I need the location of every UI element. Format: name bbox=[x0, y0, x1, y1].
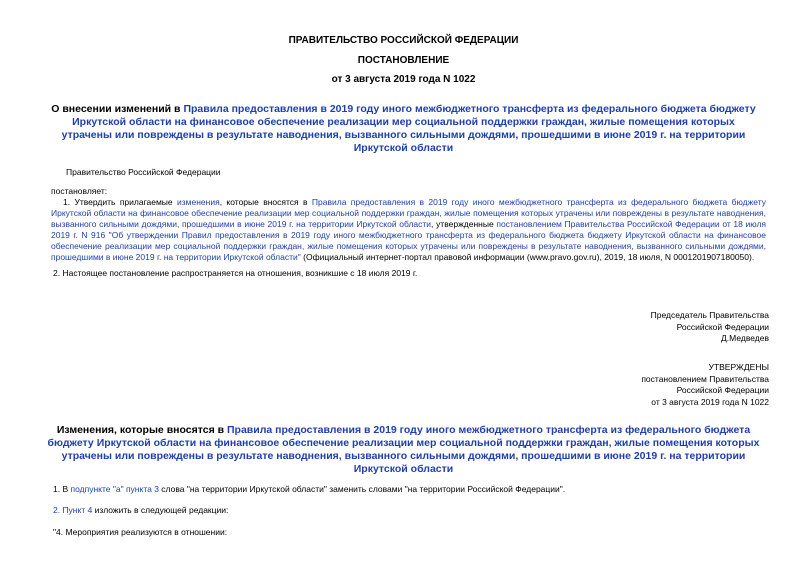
signature-org: Российской Федерации bbox=[676, 321, 769, 332]
p1-link-changes[interactable]: изменения bbox=[177, 197, 220, 207]
changes-title bbox=[38, 424, 769, 476]
org-name: ПРАВИТЕЛЬСТВО РОССИЙСКОЙ ФЕДЕРАЦИИ bbox=[288, 35, 519, 46]
doc-date-number: от 3 августа 2019 года N 1022 bbox=[331, 74, 476, 85]
signature-title: Председатель Правительства bbox=[650, 310, 769, 320]
p1-text-d: (Официальный интернет-портал правовой информации (www.pravo.gov.ru), 2019, 18 июля, N 0001201907180050). bbox=[300, 252, 755, 262]
changes-title-link[interactable]: Правила предоставления в 2019 году иного межбюджетного трансферта из федерального бюджета бюджету Иркутской области на финансовое обеспечение реализации мер социальной поддержки граждан, жилые помещения которых утрачены или повреждены в результате наводнения, вызванного сильными дождями, прошедшими в июне 2019 г. на территории Иркутской области bbox=[47, 424, 760, 475]
signature-block bbox=[651, 310, 769, 345]
approval-line-3: Российской Федерации bbox=[676, 385, 769, 395]
paragraph-1 bbox=[51, 197, 766, 263]
approval-date: от 3 августа 2019 года N 1022 bbox=[651, 396, 769, 407]
approval-label: УТВЕРЖДЕНЫ bbox=[708, 362, 769, 372]
c2-text-b: изложить в следующей редакции: bbox=[92, 505, 229, 515]
changes-title-prefix: Изменения, которые вносятся в bbox=[56, 424, 227, 436]
paragraph-2: 2. Настоящее постановление распространяется на отношения, возникшие с 18 июля 2019 г. bbox=[53, 268, 418, 278]
government-label: Правительство Российской Федерации bbox=[66, 167, 221, 177]
approval-block bbox=[641, 362, 769, 408]
p1-text-c: , утвержденные bbox=[431, 219, 497, 229]
c1-text-a: 1. В bbox=[53, 484, 71, 494]
change-item-3: "4. Мероприятия реализуются в отношении: bbox=[53, 527, 228, 537]
change-item-1 bbox=[53, 484, 565, 495]
c1-text-b: слова "на территории Иркутской области" заменить словами "на территории Российской Федерации". bbox=[158, 484, 566, 494]
c1-link[interactable]: подпункте "а" пункта 3 bbox=[70, 484, 159, 494]
change-item-2 bbox=[53, 505, 228, 516]
document-title bbox=[48, 103, 759, 155]
signature-name: Д.Медведев bbox=[721, 333, 769, 343]
p1-link-decree[interactable]: постановлением Правительства Российской Федерации от 18 июля 2019 г. N 916 "Об утверждении Правил предоставления в 2019 году иного межбюджетного трансферта из федерального бюджета бюджету Иркутской области на финансовое обеспечение реализации мер социальной поддержки граждан, жилые помещения которых утрачены или повреждены в результате наводнения, вызванного сильными дождями, прошедшими в июне 2019 г. на территории Иркутской области" bbox=[51, 219, 767, 262]
p1-link-rules[interactable]: Правила предоставления в 2019 году иного межбюджетного трансферта из федерального бюджета бюджету Иркутской области на финансовое обеспечение реализации мер социальной поддержки граждан, жилые помещения которых утрачены или повреждены в результате наводнения, вызванного сильными дождями, прошедшими в июне 2019 г. на территории Иркутской области bbox=[51, 197, 766, 229]
title-prefix: О внесении изменений в bbox=[51, 103, 184, 115]
title-link[interactable]: Правила предоставления в 2019 году иного межбюджетного трансферта из федерального бюджета бюджету Иркутской области на финансовое обеспечение реализации мер социальной поддержки граждан, жилые помещения которых утрачены или повреждены в результате наводнения, вызванного сильными дождями, прошедшими в июне 2019 г. на территории Иркутской области bbox=[61, 103, 756, 154]
c2-link[interactable]: 2. Пункт 4 bbox=[53, 505, 93, 515]
approval-line-2: постановлением Правительства bbox=[641, 373, 769, 384]
p1-text-b: , которые вносятся в bbox=[219, 197, 312, 207]
decrees-label: постановляет: bbox=[51, 186, 108, 196]
p1-text-a: 1. Утвердить прилагаемые bbox=[63, 197, 177, 207]
doc-type: ПОСТАНОВЛЕНИЕ bbox=[357, 55, 450, 66]
